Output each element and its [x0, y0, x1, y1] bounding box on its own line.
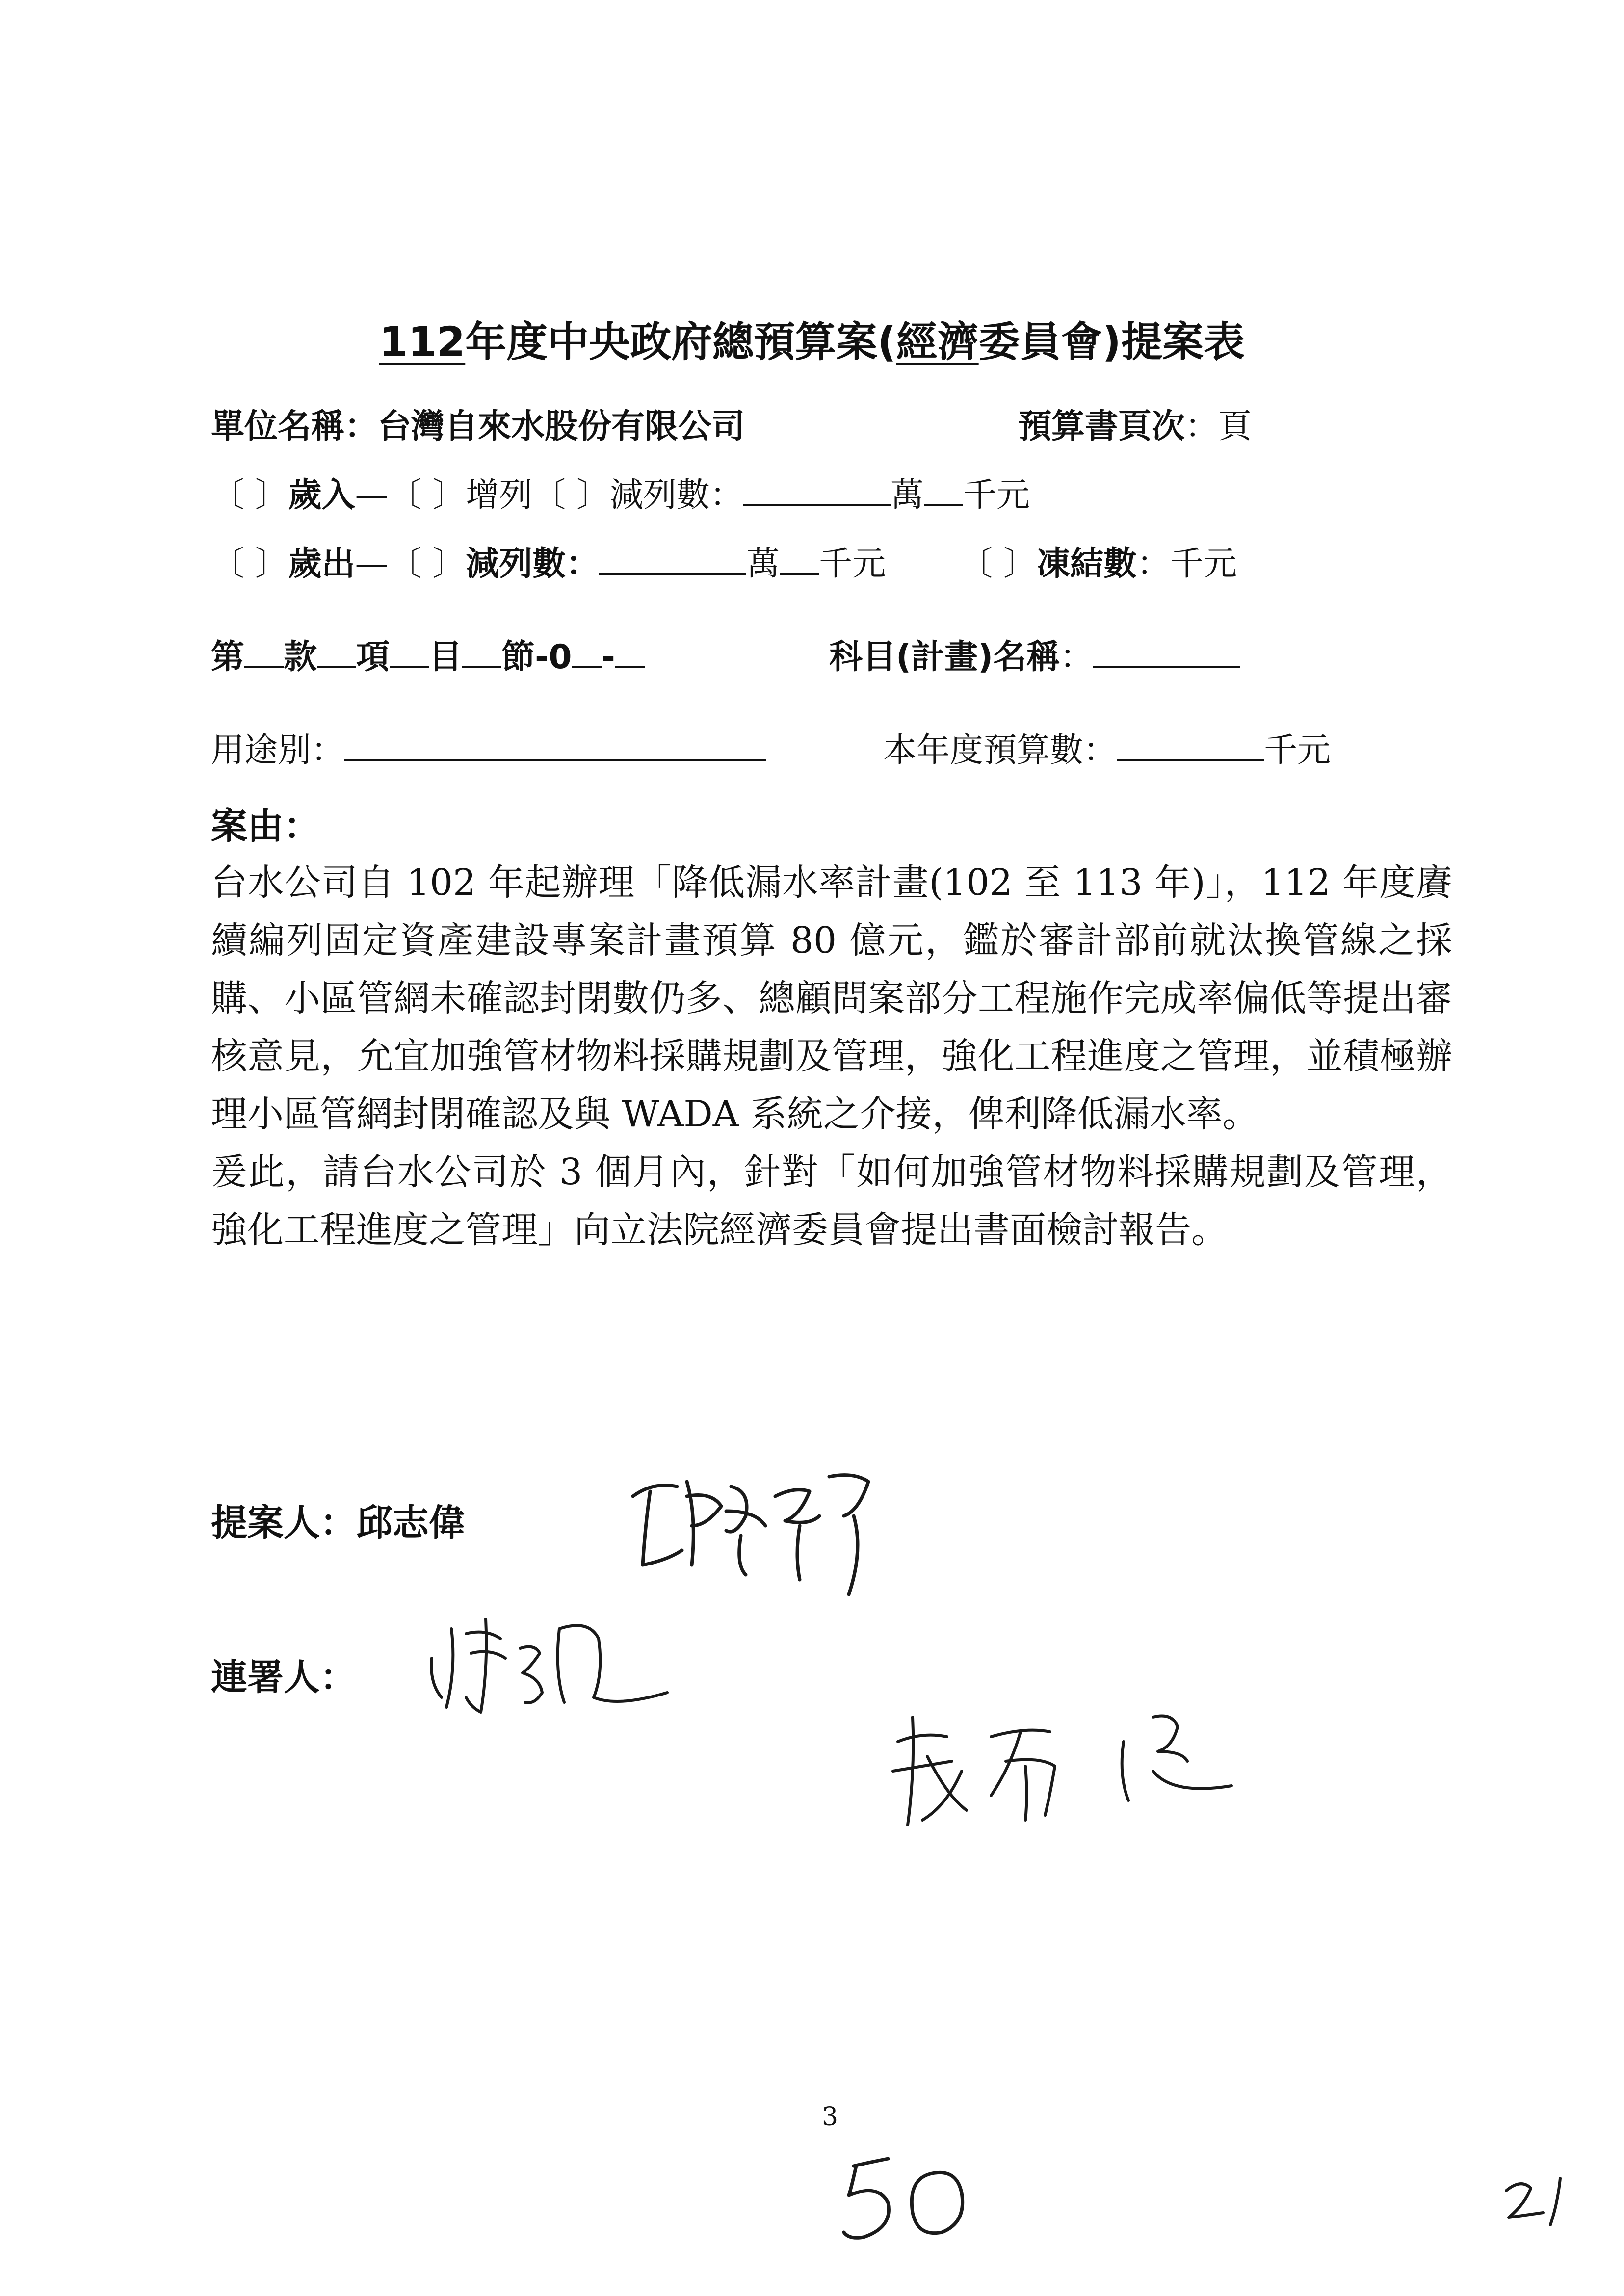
- increase-checkbox[interactable]: 〔 〕: [388, 476, 466, 515]
- revenue-row: [211, 469, 1030, 516]
- reason-paragraph-2: 爰此，請台水公司於 3 個月內，針對「如何加強管材物料採購規劃及管理，強化工程進度之管理」向立法院經濟委員會提出書面檢討報告。: [211, 1151, 1452, 1251]
- amount-row: [883, 724, 1331, 771]
- expense-label: 歲出: [288, 545, 355, 583]
- proposer-row: [211, 1494, 465, 1546]
- subject-row: [829, 630, 1240, 678]
- title-part1: 年度中央政府總預算案(: [465, 318, 896, 366]
- increase-label: 增列: [466, 476, 533, 515]
- page-number: 3: [822, 2102, 838, 2132]
- corner-mark-21: [1501, 2168, 1575, 2232]
- revenue-label: 歲入: [288, 476, 355, 515]
- section-jie: 節-0: [501, 638, 572, 677]
- reason-body: [211, 854, 1452, 1259]
- expense-dash: —: [355, 545, 389, 583]
- kuan-blank[interactable]: [244, 636, 284, 668]
- revenue-dash: —: [355, 476, 389, 515]
- expense-wan-blank[interactable]: [599, 543, 746, 575]
- usage-label: 用途別：: [211, 731, 345, 770]
- revenue-wan-blank[interactable]: [743, 474, 891, 506]
- freeze-unit: ：千元: [1136, 545, 1237, 583]
- section-mu: 目: [429, 638, 463, 677]
- form-title: [0, 309, 1624, 368]
- budget-page-colon: ：: [1185, 407, 1219, 446]
- section-dash: -: [601, 638, 615, 677]
- expense-decrease-label: 減列數：: [466, 545, 600, 583]
- title-year: 112: [379, 318, 466, 366]
- cosigner-signature-1: [412, 1599, 687, 1727]
- expense-qian-unit: 千元: [819, 545, 886, 583]
- usage-blank[interactable]: [344, 729, 766, 761]
- expense-qian-blank[interactable]: [780, 543, 819, 575]
- title-part2: 委員會)提案表: [978, 318, 1245, 366]
- revenue-qian-blank[interactable]: [924, 474, 963, 506]
- freeze-label: 凍結數: [1036, 545, 1137, 583]
- subject-label: 科目(計畫)名稱: [829, 638, 1060, 677]
- reason-paragraph-1: 台水公司自 102 年起辦理「降低漏水率計畫(102 至 113 年)」，112 年度賡續編列固定資產建設專案計畫預算 80 億元，鑑於審計部前就汰換管線之採購、小區管網未確認封閉數仍多、總顧問案部分工程施作完成率偏低等提出審核意見，允宜加強管材物料採購規劃及管理，強化工程進度之管理，並積極辦理小區管網封閉確認及與 WADA 系統之介接，俾利降低漏水率。: [211, 861, 1452, 1135]
- section-di: 第: [211, 638, 245, 677]
- amount-label: 本年度預算數：: [883, 731, 1117, 770]
- expense-row: [211, 537, 1237, 585]
- revenue-qian-unit: 千元: [963, 476, 1030, 515]
- amount-blank[interactable]: [1117, 729, 1264, 761]
- subject-colon: ：: [1060, 638, 1094, 677]
- jie-blank[interactable]: [462, 636, 501, 668]
- unit-value: 台灣自來水股份有限公司: [378, 407, 745, 446]
- title-committee: 經濟: [896, 318, 979, 366]
- cosigners-label: 連署人：: [211, 1656, 356, 1698]
- usage-row: [211, 724, 766, 771]
- handwritten-number-50: [834, 2149, 981, 2247]
- budget-page-value: 頁: [1218, 407, 1252, 446]
- section-row: [211, 630, 645, 678]
- decrease-label: 減列數：: [609, 476, 743, 515]
- budget-page-row: [1018, 400, 1252, 447]
- jie-sub-blank[interactable]: [572, 636, 602, 668]
- expense-wan-unit: 萬: [746, 545, 780, 583]
- decrease-checkbox[interactable]: 〔 〕: [532, 476, 610, 515]
- jie-sub2-blank[interactable]: [615, 636, 645, 668]
- amount-unit: 千元: [1264, 731, 1331, 770]
- unit-name-row: [211, 400, 745, 447]
- unit-label: 單位名稱：: [211, 407, 378, 446]
- section-kuan: 款: [284, 638, 317, 677]
- revenue-checkbox[interactable]: 〔 〕: [211, 476, 288, 515]
- reason-label: 案由：: [211, 805, 320, 847]
- budget-page-label: 預算書頁次: [1018, 407, 1185, 446]
- proposer-name: 邱志偉: [356, 1502, 465, 1544]
- expense-checkbox[interactable]: 〔 〕: [211, 545, 288, 583]
- proposer-signature: [623, 1452, 878, 1599]
- expense-decrease-checkbox[interactable]: 〔 〕: [388, 545, 466, 583]
- cosigner-signature-2: [878, 1697, 1251, 1835]
- section-xiang: 項: [356, 638, 390, 677]
- proposer-label: 提案人：: [211, 1502, 356, 1544]
- mu-blank[interactable]: [390, 636, 429, 668]
- xiang-blank[interactable]: [317, 636, 356, 668]
- subject-blank[interactable]: [1093, 636, 1240, 668]
- revenue-wan-unit: 萬: [890, 476, 924, 515]
- freeze-checkbox[interactable]: 〔 〕: [959, 545, 1037, 583]
